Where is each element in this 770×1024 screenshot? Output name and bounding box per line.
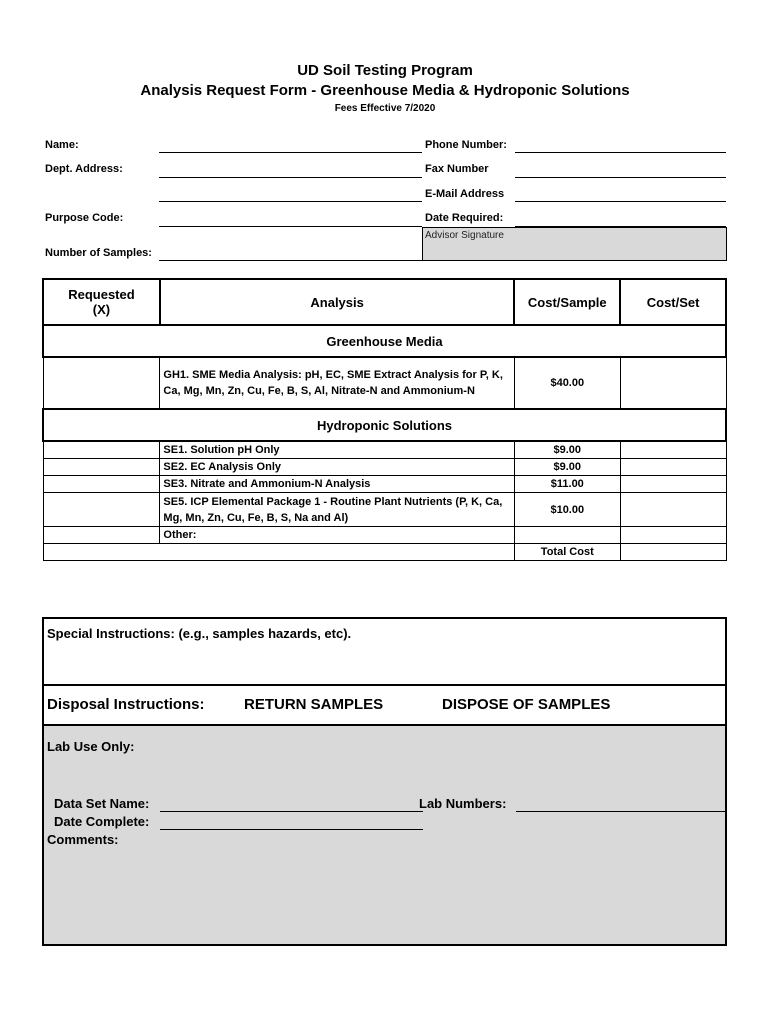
analysis-desc-gh1: GH1. SME Media Analysis: pH, EC, SME Extract Analysis for P, K, Ca, Mg, Mn, Zn, Cu, Fe, B, S, Al, Nitrate-N and Ammonium-N [160, 357, 514, 409]
total-cost-label: Total Cost [514, 544, 620, 561]
cost-sample-se2: $9.00 [514, 459, 620, 476]
return-samples-option[interactable]: RETURN SAMPLES [244, 696, 384, 713]
analysis-desc-se5: SE5. ICP Elemental Package 1 - Routine Plant Nutrients (P, K, Ca, Mg, Mn, Zn, Cu, Fe, B, S, Na and Al) [160, 493, 514, 527]
requested-cell-gh1[interactable] [43, 357, 160, 409]
form-subtitle: Analysis Request Form - Greenhouse Media & Hydroponic Solutions [140, 82, 630, 99]
table-row [43, 357, 726, 409]
dispose-samples-option[interactable]: DISPOSE OF SAMPLES [442, 696, 611, 713]
date-complete-field[interactable] [160, 829, 423, 830]
form-title: UD Soil Testing Program [297, 62, 473, 79]
email-label: E-Mail Address [425, 188, 505, 200]
purpose-code-field[interactable] [159, 226, 422, 227]
cost-set-gh1[interactable] [620, 357, 726, 409]
dept-address-label: Dept. Address: [45, 163, 123, 175]
cost-set-se3[interactable] [620, 476, 726, 493]
data-set-name-label: Data Set Name: [54, 796, 150, 811]
requested-cell-other[interactable] [43, 527, 160, 544]
instructions-box [42, 617, 727, 946]
analysis-table [42, 278, 727, 561]
header-cost-set: Cost/Set [620, 279, 726, 325]
number-of-samples-label: Number of Samples: [45, 247, 152, 259]
phone-label: Phone Number: [425, 139, 507, 151]
total-cost-value[interactable] [620, 544, 726, 561]
dept-address-field-2[interactable] [159, 201, 422, 202]
phone-field[interactable] [515, 152, 726, 153]
analysis-desc-se1: SE1. Solution pH Only [160, 441, 514, 459]
special-instructions-field[interactable] [44, 619, 725, 686]
special-instructions-label: Special Instructions: (e.g., samples hazards, etc). [47, 626, 352, 641]
header-cost-sample: Cost/Sample [514, 279, 620, 325]
name-label: Name: [45, 139, 79, 151]
number-of-samples-field[interactable] [159, 260, 422, 261]
cost-set-other[interactable] [620, 527, 726, 544]
disposal-instructions-label: Disposal Instructions: [47, 696, 205, 713]
cost-sample-other [514, 527, 620, 544]
fax-field[interactable] [515, 177, 726, 178]
advisor-signature-box[interactable] [422, 227, 727, 261]
comments-label: Comments: [47, 832, 119, 847]
requested-cell-se2[interactable] [43, 459, 160, 476]
requested-cell-se5[interactable] [43, 493, 160, 527]
purpose-code-label: Purpose Code: [45, 212, 124, 224]
fees-effective: Fees Effective 7/2020 [334, 103, 436, 114]
header-analysis: Analysis [160, 279, 514, 325]
date-required-label: Date Required: [425, 212, 504, 224]
cost-sample-se1: $9.00 [514, 441, 620, 459]
table-row [43, 476, 726, 493]
disposal-instructions-row [44, 686, 725, 726]
header-requested: Requested (X) [43, 279, 160, 325]
cost-sample-se3: $11.00 [514, 476, 620, 493]
total-spacer [43, 544, 514, 561]
dept-address-field[interactable] [159, 177, 422, 178]
lab-use-only-label: Lab Use Only: [47, 739, 135, 754]
table-row [43, 441, 726, 459]
email-field[interactable] [515, 201, 726, 202]
table-row [43, 493, 726, 527]
cost-sample-se5: $10.00 [514, 493, 620, 527]
section-hydroponic-solutions: Hydroponic Solutions [43, 409, 726, 441]
data-set-name-field[interactable] [160, 811, 423, 812]
cost-set-se2[interactable] [620, 459, 726, 476]
analysis-desc-se2: SE2. EC Analysis Only [160, 459, 514, 476]
cost-set-se5[interactable] [620, 493, 726, 527]
analysis-desc-se3: SE3. Nitrate and Ammonium-N Analysis [160, 476, 514, 493]
name-field[interactable] [159, 152, 422, 153]
lab-use-only-section [44, 726, 725, 944]
requested-cell-se1[interactable] [43, 441, 160, 459]
table-row [43, 459, 726, 476]
fax-label: Fax Number [425, 163, 489, 175]
lab-numbers-field[interactable] [516, 811, 727, 812]
date-complete-label: Date Complete: [54, 814, 150, 829]
cost-set-se1[interactable] [620, 441, 726, 459]
table-row [43, 527, 726, 544]
cost-sample-gh1: $40.00 [514, 357, 620, 409]
advisor-signature-label: Advisor Signature [425, 230, 504, 241]
requested-cell-se3[interactable] [43, 476, 160, 493]
analysis-desc-other[interactable]: Other: [160, 527, 514, 544]
section-greenhouse-media: Greenhouse Media [43, 325, 726, 357]
lab-numbers-label: Lab Numbers: [419, 796, 507, 811]
